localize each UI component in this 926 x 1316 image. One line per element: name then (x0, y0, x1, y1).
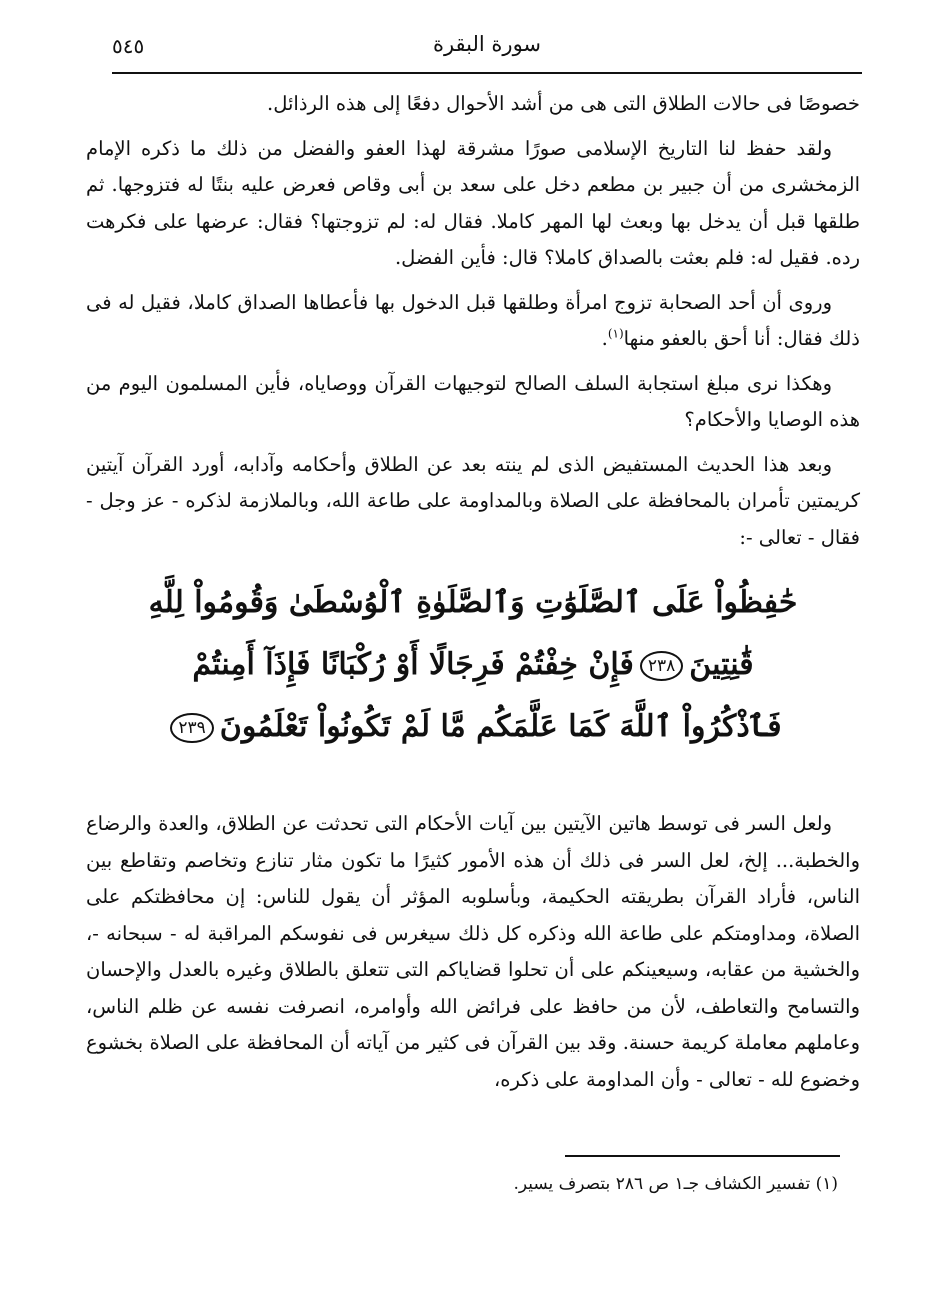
quran-verses (86, 572, 860, 758)
header-divider (112, 72, 862, 74)
verse-line-2 (116, 634, 830, 696)
footnote-reference[interactable]: (١) (607, 326, 624, 341)
surah-title: سورة البقرة (432, 32, 542, 56)
paragraph-with-footnote (86, 285, 860, 358)
ayah-number-239: ٢٣٩ (170, 713, 213, 743)
page-number: ٥٤٥ (112, 34, 145, 58)
paragraph-text: وروى أن أحد الصحابة تزوج امرأة وطلقها قبل الدخول بها فأعطاها الصداق كاملا، فقيل له فى ذلك فقال: أنا أحق بالعفو منها (86, 290, 860, 350)
paragraph-end: . (601, 327, 608, 350)
ayah-number-238: ٢٣٨ (640, 651, 683, 681)
footnote: (١) تفسير الكشاف جـ١ ص ٢٨٦ بتصرف يسير. (513, 1174, 838, 1194)
paragraph: خصوصًا فى حالات الطلاق التى هى من أشد الأحوال دفعًا إلى هذه الرذائل. (267, 92, 860, 115)
paragraph: ولعل السر فى توسط هاتين الآيتين بين آيات الأحكام التى تحدثت عن الطلاق، والعدة والرضاع والخطبة... إلخ، لعل السر فى ذلك أن هذه الأمور كثيرًا ما تكون مثار تنازع وتخاصم وتقاطع بين الناس، فأراد القرآن بطريقته الحكيمة، وبأسلوبه المؤثر أن يقول للناس: إن محافظتكم على الصلاة، ومداومتكم على طاعة الله وذكره كل ذلك سيغرس فى نفوسكم المراقبة له - سبحانه -، والخشية من عقابه، وسيعينكم على أن تحلوا قضاياكم التى تتعلق بالطلاق وغيره بالعدل والإحسان والتسامح والتعاطف، لأن من حافظ على فرائض الله وأوامره، انصرفت نفسه عن ظلم الناس، وعاملهم معاملة كريمة حسنة. وقد بين القرآن فى كثير من آياته أن المحافظة على الصلاة بخشوع وخضوع لله - تعالى - وأن المداومة على ذكره، (86, 812, 860, 1091)
footnote-divider (565, 1155, 840, 1157)
verse-text: فَٱذْكُرُواْ ٱللَّهَ كَمَا عَلَّمَكُم مَّا لَمْ تَكُونُواْ تَعْلَمُونَ (219, 709, 782, 744)
paragraph: وبعد هذا الحديث المستفيض الذى لم ينته بعد عن الطلاق وأحكامه وآدابه، أورد القرآن آيتين كريمتين تأمران بالمحافظة على الصلاة وبالمداومة على طاعة الله، وبالملازمة لذكره - عز وجل - فقال - تعالى -: (86, 452, 860, 549)
verse-text: قَٰنِتِينَ (689, 647, 754, 682)
page-header (112, 30, 862, 64)
page-body (86, 86, 860, 1106)
paragraph: ولقد حفظ لنا التاريخ الإسلامى صورًا مشرقة لهذا العفو والفضل من ذلك ما ذكره الإمام الزمخشرى من أن جبير بن مطعم دخل على سعد بن أبى وقاص فعرض عليه بنتًا له فتزوجها. ثم طلقها قبل أن يدخل بها وبعث لها المهر كاملا. فقال له: لم تزوجتها؟ فقال: عرضها على فكرهت رده. فقيل له: فلم بعثت بالصداق كاملا؟ قال: فأين الفضل. (86, 136, 860, 269)
verse-line-3 (116, 696, 830, 758)
verse-line-1: حَٰفِظُواْ عَلَى ٱلصَّلَوَٰتِ وَٱلصَّلَوٰةِ ٱلْوُسْطَىٰ وَقُومُواْ لِلَّهِ (148, 585, 798, 620)
verse-text: فَإِنْ خِفْتُمْ فَرِجَالًا أَوْ رُكْبَانًا فَإِذَآ أَمِنتُمْ (192, 647, 634, 682)
paragraph: وهكذا نرى مبلغ استجابة السلف الصالح لتوجيهات القرآن ووصاياه، فأين المسلمون اليوم من هذه الوصايا والأحكام؟ (86, 371, 860, 431)
